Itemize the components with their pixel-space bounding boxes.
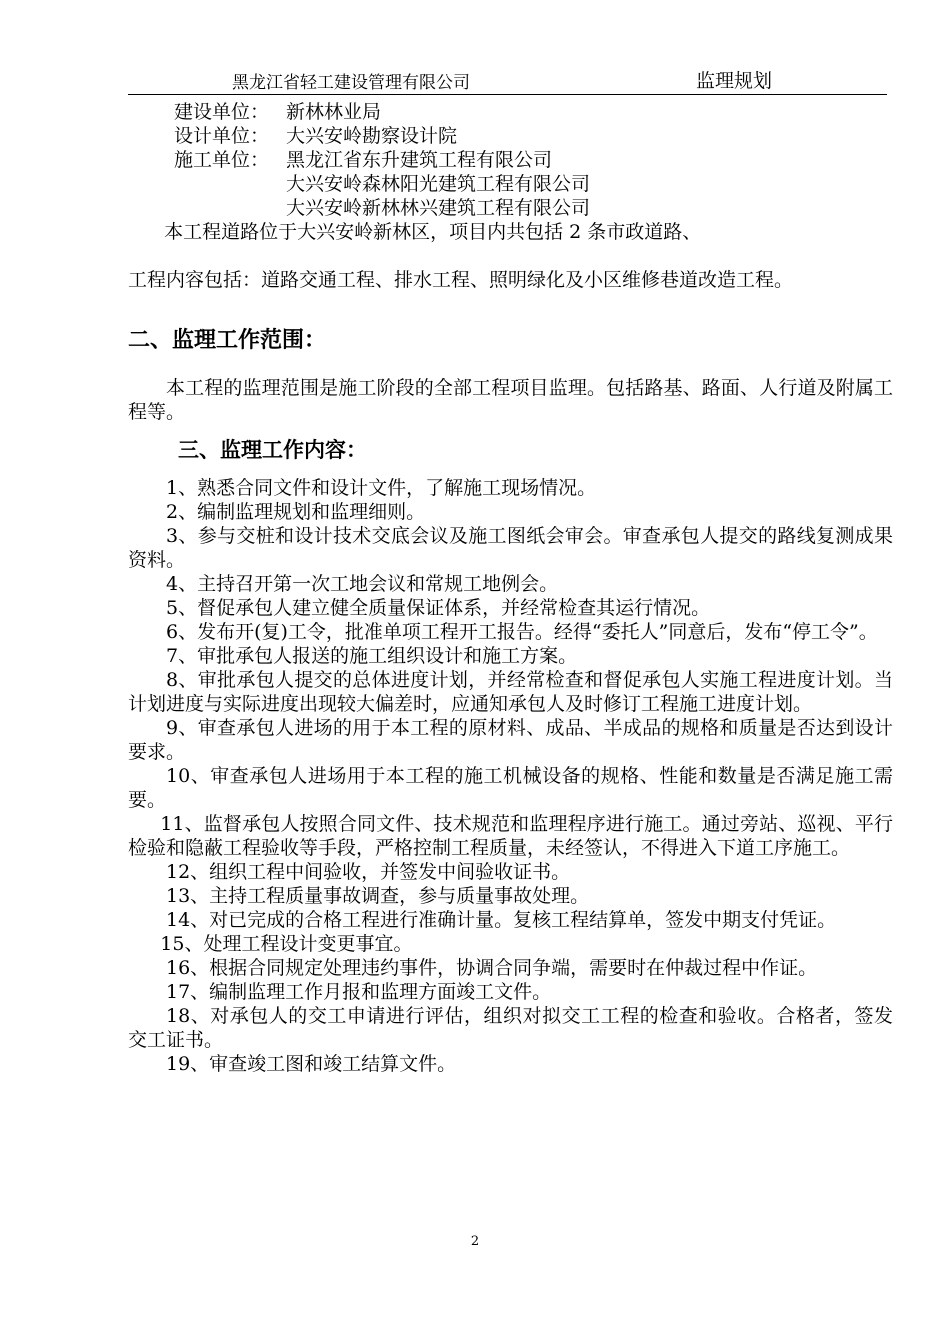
design-unit-value: 大兴安岭勘察设计院: [286, 125, 458, 147]
section-2-heading: 二、监理工作范围：: [128, 327, 327, 353]
page-body: [128, 100, 893, 1076]
section-2-body: 本工程的监理范围是施工阶段的全部工程项目监理。包括路基、路面、人行道及附属工程等。: [128, 377, 893, 423]
list-item: 5、督促承包人建立健全质量保证体系，并经常检查其运行情况。: [166, 597, 711, 619]
contractor-value: 大兴安岭森林阳光建筑工程有限公司: [286, 173, 591, 195]
list-item: 6、发布开(复)工令，批准单项工程开工报告。经得“委托人”同意后，发布“停工令”。: [166, 621, 878, 643]
list-item: 19、审查竣工图和竣工结算文件。: [166, 1053, 457, 1075]
list-item: 9、审查承包人进场的用于本工程的原材料、成品、半成品的规格和质量是否达到设计要求。: [128, 717, 893, 763]
list-item: 10、审查承包人进场用于本工程的施工机械设备的规格、性能和数量是否满足施工需要。: [128, 765, 893, 811]
construction-unit-row: [128, 100, 893, 124]
page-header: [128, 64, 887, 95]
contractor-value: 大兴安岭新林林兴建筑工程有限公司: [286, 197, 591, 219]
list-item: 4、主持召开第一次工地会议和常规工地例会。: [166, 573, 559, 595]
list-item: 1、熟悉合同文件和设计文件，了解施工现场情况。: [166, 477, 597, 499]
list-item: 18、对承包人的交工申请进行评估，组织对拟交工工程的检查和验收。合格者，签发交工证书。: [128, 1005, 893, 1051]
contractor-label: 施工单位：: [174, 149, 270, 171]
list-item: 11、监督承包人按照合同文件、技术规范和监理程序进行施工。通过旁站、巡视、平行检验和隐蔽工程验收等手段，严格控制工程质量，未经签认，不得进入下道工序施工。: [128, 813, 893, 859]
contractor-value: 黑龙江省东升建筑工程有限公司: [286, 149, 553, 171]
design-unit-label: 设计单位：: [174, 125, 270, 147]
list-item: 2、编制监理规划和监理细则。: [166, 501, 426, 523]
construction-unit-value: 新林林业局: [286, 101, 382, 123]
list-item: 8、审批承包人提交的总体进度计划，并经常检查和督促承包人实施工程进度计划。当计划进度与实际进度出现较大偏差时，应通知承包人及时修订工程施工进度计划。: [128, 669, 893, 715]
list-item: 16、根据合同规定处理违约事件，协调合同争端，需要时在仲裁过程中作证。: [166, 957, 818, 979]
header-company-name: 黑龙江省轻工建设管理有限公司: [232, 73, 470, 93]
list-item: 3、参与交桩和设计技术交底会议及施工图纸会审会。审查承包人提交的路线复测成果资料。: [128, 525, 893, 571]
construction-unit-label: 建设单位：: [174, 101, 270, 123]
list-item: 7、审批承包人报送的施工组织设计和施工方案。: [166, 645, 578, 667]
section-3-heading: 三、监理工作内容：: [178, 437, 367, 462]
overview-line-2: 工程内容包括：道路交通工程、排水工程、照明绿化及小区维修巷道改造工程。: [128, 269, 794, 291]
design-unit-row: [128, 124, 893, 148]
page-number: 2: [470, 1234, 480, 1249]
list-item: 17、编制监理工作月报和监理方面竣工文件。: [166, 981, 552, 1003]
contractor-row: [128, 148, 893, 172]
list-item: 13、主持工程质量事故调查，参与质量事故处理。: [166, 885, 590, 907]
list-item: 12、组织工程中间验收，并签发中间验收证书。: [166, 861, 571, 883]
overview-line-1: 本工程道路位于大兴安岭新林区，项目内共包括 2 条市政道路、: [164, 221, 702, 243]
header-doc-title: 监理规划: [696, 70, 773, 92]
list-item: 14、对已完成的合格工程进行准确计量。复核工程结算单，签发中期支付凭证。: [166, 909, 837, 931]
list-item: 15、处理工程设计变更事宜。: [160, 933, 413, 955]
section-3-list: [128, 476, 893, 1076]
